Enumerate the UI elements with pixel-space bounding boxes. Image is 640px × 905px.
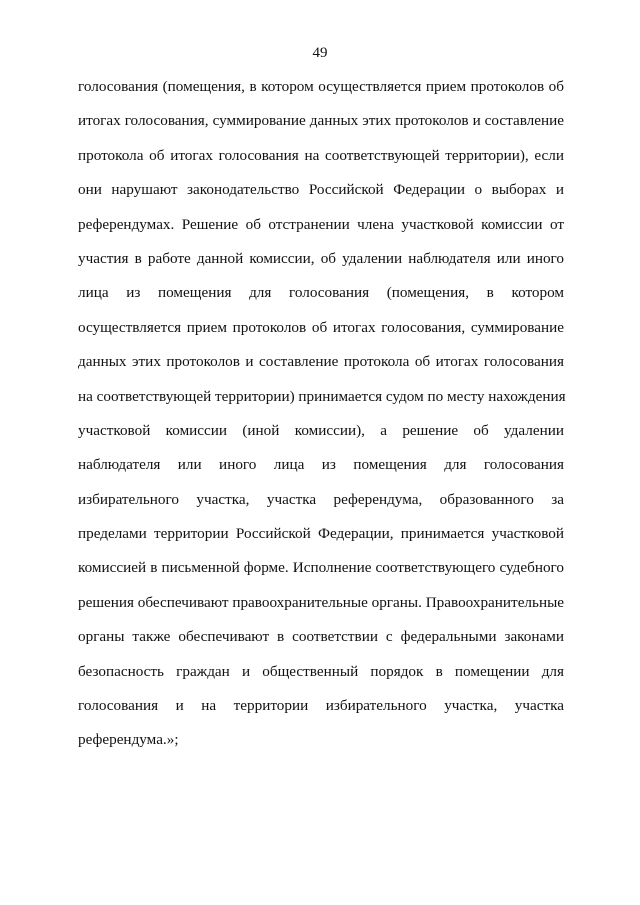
text-line: осуществляется прием протоколов об итогах голосования, суммирование bbox=[78, 318, 564, 336]
text-line: итогах голосования, суммирование данных этих протоколов и составление bbox=[78, 112, 564, 130]
text-line: голосования (помещения, в котором осуществляется прием протоколов об bbox=[78, 78, 564, 95]
text-line: референдума.»; bbox=[78, 731, 179, 749]
text-line: наблюдателя или иного лица из помещения для голосования bbox=[78, 456, 564, 474]
text-line: данных этих протоколов и составление протокола об итогах голосования bbox=[78, 353, 564, 371]
text-line: лица из помещения для голосования (помещения, в котором bbox=[78, 284, 564, 302]
text-line: безопасность граждан и общественный порядок в помещении для bbox=[78, 662, 564, 680]
text-line: избирательного участка, участка референдума, образованного за bbox=[78, 490, 564, 508]
text-line: на соответствующей территории) принимается судом по месту нахождения bbox=[78, 387, 566, 405]
text-line: референдумах. Решение об отстранении члена участковой комиссии от bbox=[78, 215, 564, 233]
body-text bbox=[78, 72, 564, 760]
text-line: протокола об итогах голосования на соответствующей территории), если bbox=[78, 146, 564, 164]
text-line: комиссией в письменной форме. Исполнение соответствующего судебного bbox=[78, 559, 564, 577]
text-line: они нарушают законодательство Российской Федерации о выборах и bbox=[78, 181, 564, 199]
text-line: пределами территории Российской Федерации, принимается участковой bbox=[78, 525, 564, 543]
text-line: органы также обеспечивают в соответствии с федеральными законами bbox=[78, 628, 564, 646]
text-line: голосования и на территории избирательного участка, участка bbox=[78, 697, 564, 715]
page-number: 49 bbox=[312, 45, 328, 61]
text-line: решения обеспечивают правоохранительные органы. Правоохранительные bbox=[78, 593, 565, 611]
text-line: участковой комиссии (иной комиссии), а решение об удалении bbox=[78, 421, 564, 439]
text-line: участия в работе данной комиссии, об удалении наблюдателя или иного bbox=[78, 249, 564, 267]
